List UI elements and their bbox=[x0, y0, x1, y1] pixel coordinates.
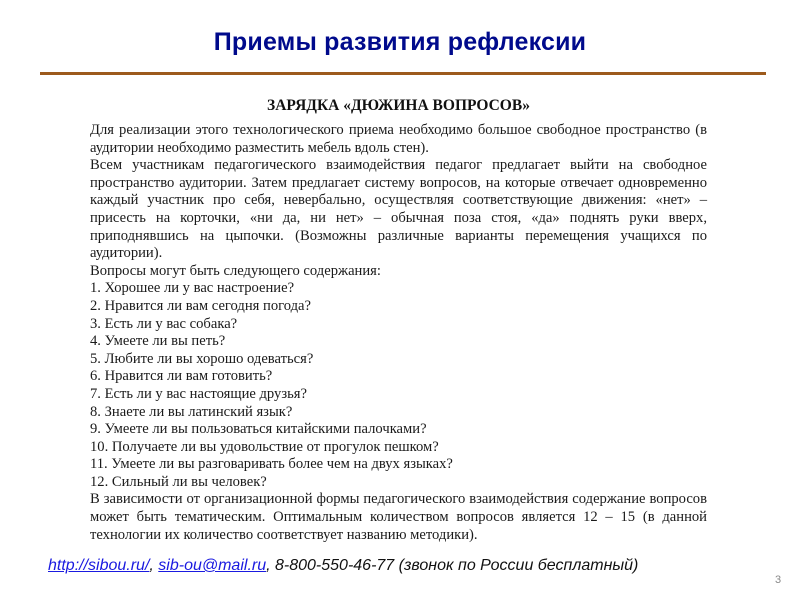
website-link[interactable]: http://sibou.ru/ bbox=[48, 557, 150, 574]
question-item: 5. Любите ли вы хорошо одеваться? bbox=[90, 350, 314, 367]
question-item: 10. Получаете ли вы удовольствие от прогулок пешком? bbox=[90, 438, 439, 455]
separator: , bbox=[266, 557, 275, 574]
paragraph-space-requirement: Для реализации этого технологического приема необходимо большое свободное пространство (в аудитории необходимо разместить мебель вдоль стен). bbox=[90, 122, 707, 156]
question-item: 1. Хорошее ли у вас настроение? bbox=[90, 280, 295, 297]
question-item: 8. Знаете ли вы латинский язык? bbox=[90, 403, 293, 420]
paragraph-instructions: Всем участникам педагогического взаимодействия педагог предлагает выйти на свободное пространство аудитории. Затем предлагает систему вопросов, на которые отвечает одновременно каждый участник про себя, невербально, осуществляя соответствующие движения: «нет» – присесть на корточки, «ни да, ни нет» – обычная поза стоя, «да» поднять руки вверх, приподнявшись на цыпочки. (Возможны различные варианты перемещения учащихся по аудитории). bbox=[90, 157, 707, 262]
paragraph-closing: В зависимости от организационной формы педагогического взаимодействия содержание вопросов может быть тематическим. Оптимальным количеством вопросов является 12 – 15 (в данной технологии их количество соответствует названию методики). bbox=[90, 491, 707, 543]
question-item: 2. Нравится ли вам сегодня погода? bbox=[90, 297, 312, 314]
contact-footer bbox=[48, 557, 638, 575]
paragraph-questions-intro: Вопросы могут быть следующего содержания: bbox=[90, 262, 381, 279]
question-item: 3. Есть ли у вас собака? bbox=[90, 315, 238, 332]
question-item: 9. Умеете ли вы пользоваться китайскими палочками? bbox=[90, 421, 427, 438]
page-number: 3 bbox=[775, 574, 782, 586]
questions-list bbox=[90, 280, 707, 491]
document-scan bbox=[90, 96, 707, 544]
question-item: 7. Есть ли у вас настоящие друзья? bbox=[90, 385, 307, 402]
slide-title: Приемы развития рефлексии bbox=[213, 28, 587, 56]
document-heading: ЗАРЯДКА «ДЮЖИНА ВОПРОСОВ» bbox=[267, 97, 530, 114]
question-item: 4. Умеете ли вы петь? bbox=[90, 333, 226, 350]
question-item: 11. Умеете ли вы разговаривать более чем на двух языках? bbox=[90, 456, 453, 473]
question-item: 12. Сильный ли вы человек? bbox=[90, 473, 267, 490]
separator: , bbox=[149, 557, 159, 574]
email-link[interactable]: sib-ou@mail.ru bbox=[158, 557, 267, 574]
phone-text: 8-800-550-46-77 (звонок по России бесплатный) bbox=[275, 557, 639, 574]
title-divider bbox=[40, 72, 766, 75]
question-item: 6. Нравится ли вам готовить? bbox=[90, 368, 273, 385]
